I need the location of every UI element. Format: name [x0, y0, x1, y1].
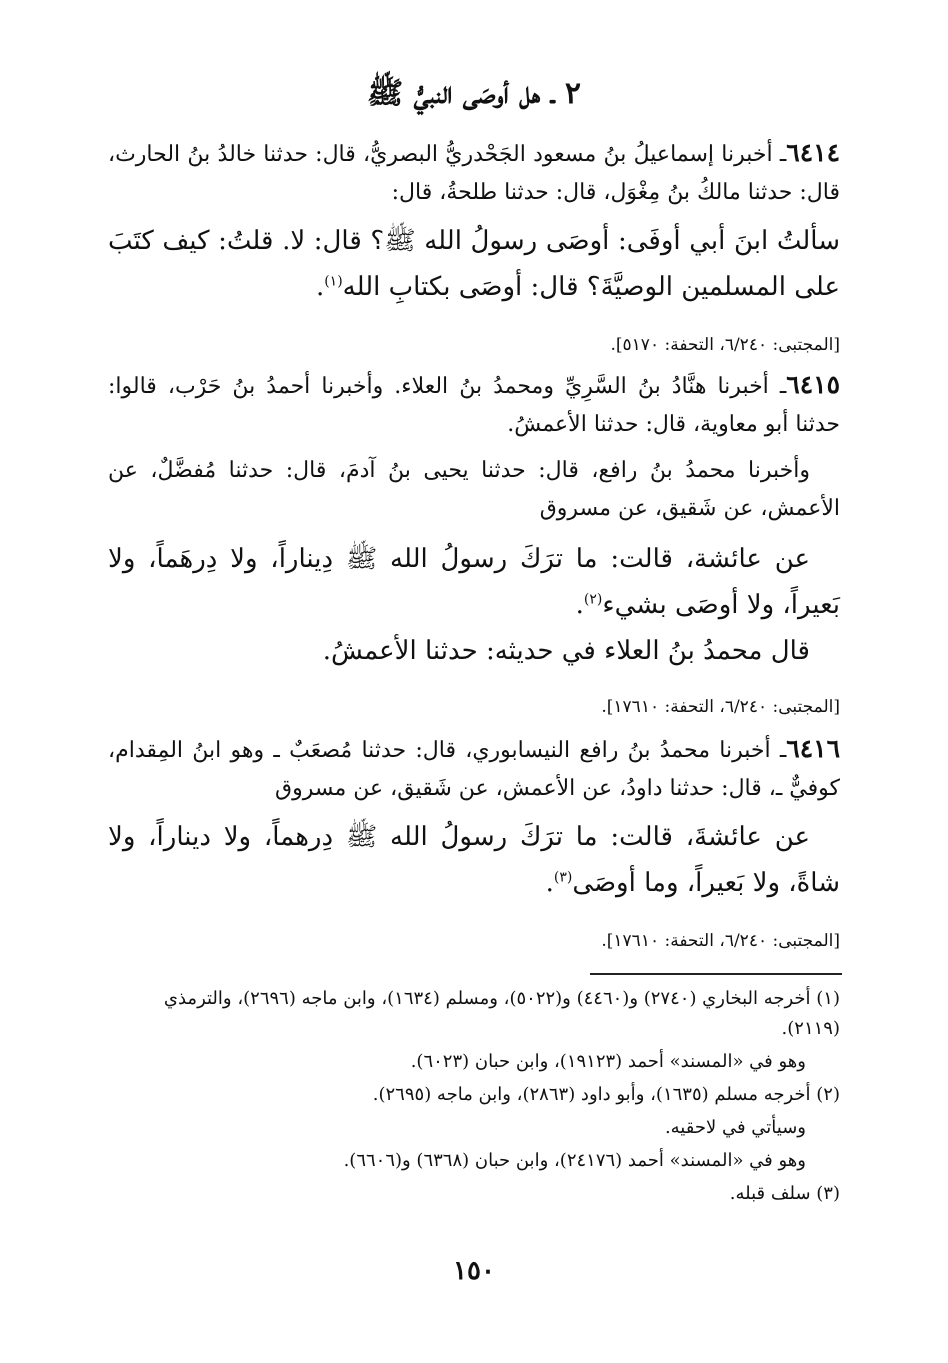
matn-end: . — [315, 272, 325, 302]
footnote-marker: (١) — [324, 273, 343, 290]
page-number: ١٥٠ — [453, 1256, 495, 1286]
matn-end: . — [575, 590, 584, 620]
hadith-isnad-2: وأخبرنا محمدُ بنُ رافع، قال: حدثنا يحيى بنُ آدمَ، قال: حدثنا مُفضَّلٌ، عن الأعمش، عن شَقيق، عن مسروق — [108, 458, 840, 521]
hadith-isnad — [108, 134, 840, 212]
isnad-text: ـ أخبرنا محمدُ بنُ رافع النيسابوري، قال: حدثنا مُصعَبٌ ـ وهو ابنُ المِقدام، كوفيٌّ ـ، قال: حدثنا داودُ، عن الأعمش، عن شَقيق، عن مسروق — [108, 738, 840, 801]
footnote-1-cont: وهو في «المسند» أحمد (١٩١٢٣)، وابن حبان (٦٠٢٣). — [410, 1051, 806, 1072]
hadith-6415 — [108, 366, 840, 720]
hadith-6416 — [108, 730, 840, 954]
hadith-matn — [108, 814, 840, 906]
hadith-reference: [المجتبى: ٦/٢٤٠، التحفة: ٥١٧٠]. — [610, 335, 840, 355]
hadith-number: ٦٤١٦ — [786, 734, 840, 763]
hadith-matn-2: قال محمدُ بنُ العلاء في حديثه: حدثنا الأعمشُ. — [322, 636, 810, 666]
chapter-title: ٢ ـ هل أوصَى النبيُّ ﷺ — [366, 76, 582, 111]
footnote-2-cont: وهو في «المسند» أحمد (٢٤١٧٦)، وابن حبان (٦٣٦٨) و(٦٦٠٦). — [343, 1150, 806, 1171]
hadith-matn — [108, 536, 840, 628]
footnote-marker: (٢) — [583, 591, 603, 608]
footnote-2: (٢) أخرجه مسلم (١٦٣٥)، وأبو داود (٢٨٦٣)، وابن ماجه (٢٦٩٥). — [372, 1084, 840, 1105]
hadith-matn — [108, 218, 840, 310]
footnote-1: (١) أخرجه البخاري (٢٧٤٠) و(٤٤٦٠) و(٥٠٢٢)، ومسلم (١٦٣٤)، وابن ماجه (٢٦٩٦)، والترمذي (٢١١٩). — [163, 988, 840, 1039]
matn-end: . — [545, 868, 554, 898]
footnote-divider — [590, 973, 842, 975]
hadith-6414 — [108, 134, 840, 358]
hadith-number: ٦٤١٤ — [786, 138, 840, 167]
footnote-2-cont: وسيأتي في لاحقيه. — [664, 1117, 806, 1138]
matn-text: سألتُ ابنَ أبي أوفَى: أوصَى رسولُ الله ﷺ؟ قال: لا. قلتُ: كيف كتَبَ على المسلمين الوصيَّةَ؟ قال: أوصَى بكتابِ الله — [108, 226, 840, 302]
footnote-marker: (٣) — [553, 869, 573, 886]
isnad-text: ـ أخبرنا هنَّادُ بنُ السَّرِيِّ ومحمدُ بنُ العلاء. وأخبرنا أحمدُ بنُ حَرْب، قالوا: حدثنا أبو معاوية، قال: حدثنا الأعمشُ. — [108, 374, 840, 437]
hadith-reference: [المجتبى: ٦/٢٤٠، التحفة: ١٧٦١٠]. — [601, 697, 840, 717]
hadith-isnad — [108, 366, 840, 444]
hadith-isnad — [108, 730, 840, 808]
footnote-3: (٣) سلف قبله. — [729, 1183, 840, 1204]
hadith-number: ٦٤١٥ — [786, 370, 840, 399]
isnad-line: الحارث، قال: حدثنا مالكُ بنُ مِغْوَل، قال: حدثنا طلحةُ، قال: — [108, 142, 840, 205]
footnotes — [108, 984, 840, 1212]
hadith-reference: [المجتبى: ٦/٢٤٠، التحفة: ١٧٦١٠]. — [601, 931, 840, 951]
isnad-line: ـ أخبرنا إسماعيلُ بنُ مسعود الجَحْدريُّ البصريُّ، قال: حدثنا خالدُ بنُ — [187, 142, 787, 167]
matn-text: عن عائشةَ، قالت: ما ترَكَ رسولُ الله ﷺ دِرهماً، ولا ديناراً، ولا شاةً، ولا بَعيراً، وما أوصَى — [108, 822, 840, 898]
matn-text: عن عائشة، قالت: ما ترَكَ رسولُ الله ﷺ دِيناراً، ولا دِرهَماً، ولا بَعيراً، ولا أوصَى بشيء — [108, 544, 840, 620]
